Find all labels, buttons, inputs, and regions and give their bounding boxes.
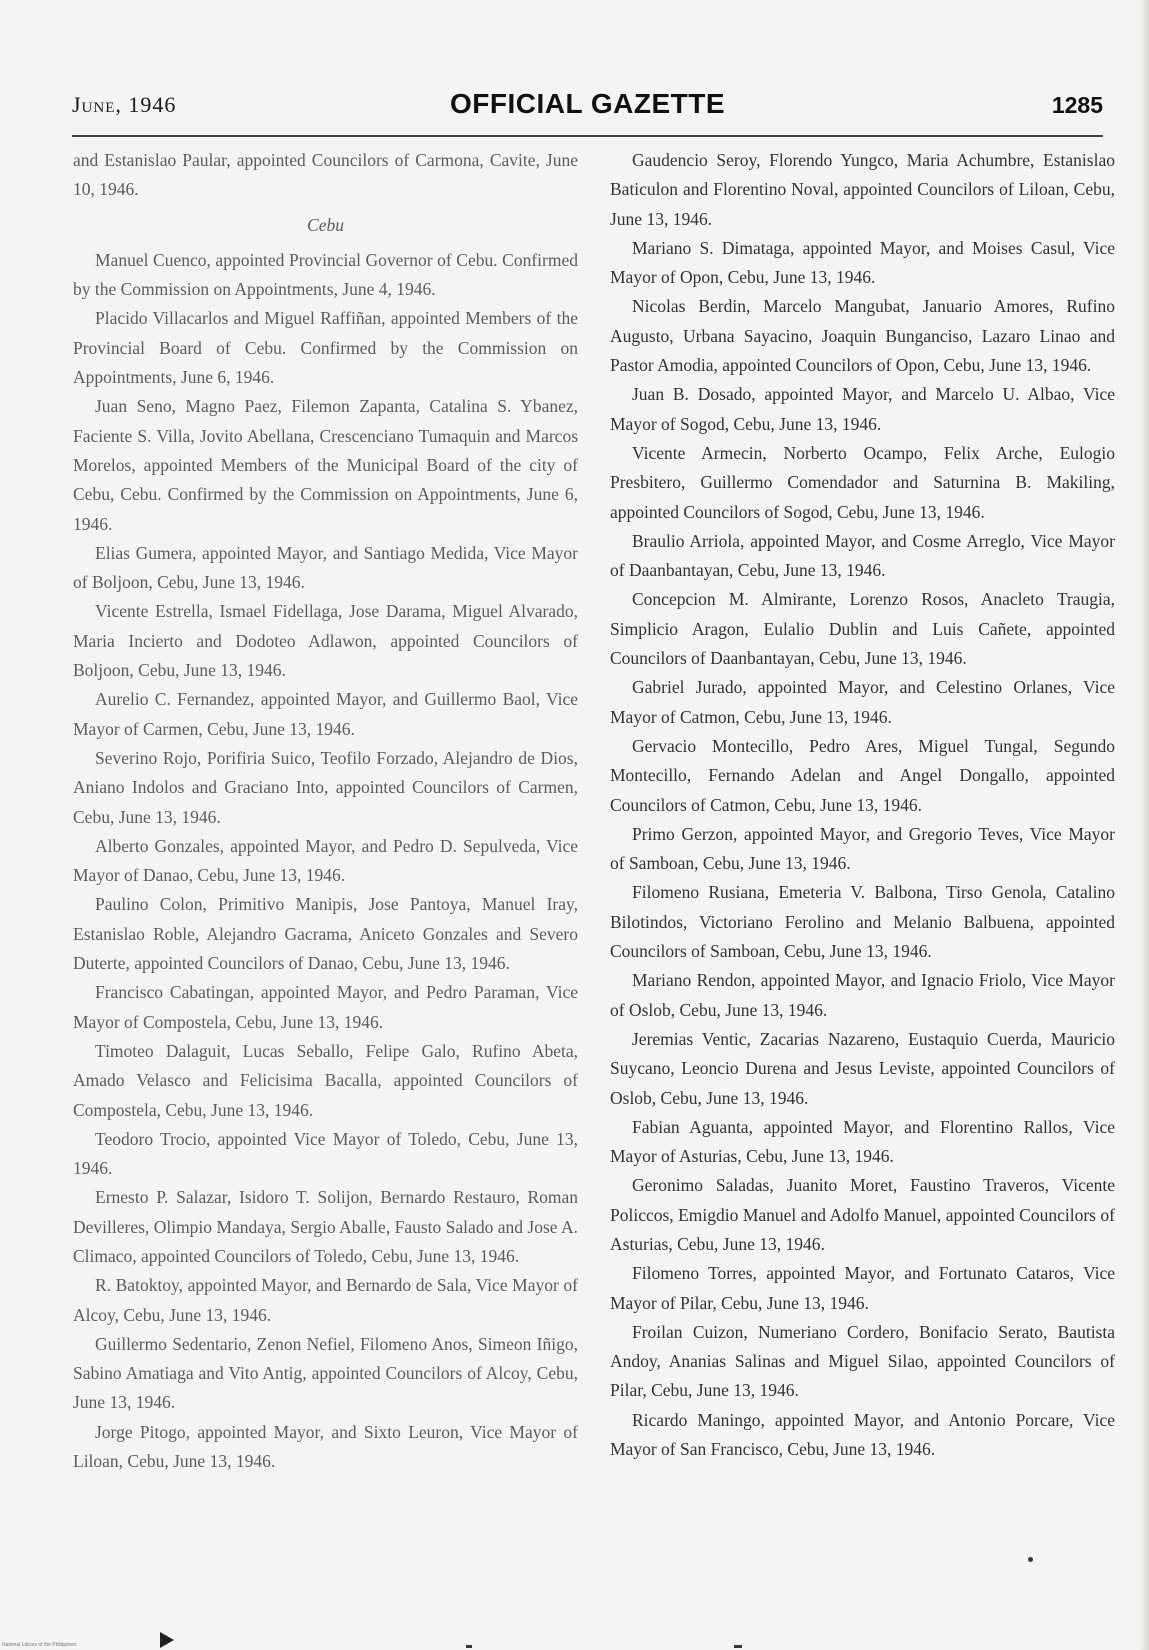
scan-mark <box>734 1645 742 1648</box>
header-date: June, 1946 <box>72 92 177 117</box>
paragraph: Aurelio C. Fernandez, appointed Mayor, and Guillermo Baol, Vice Mayor of Carmen, Cebu, June 13, 1946. <box>73 689 578 739</box>
paragraph: Fabian Aguanta, appointed Mayor, and Florentino Rallos, Vice Mayor of Asturias, Cebu, June 13, 1946. <box>610 1116 1115 1167</box>
paragraph: Teodoro Trocio, appointed Vice Mayor of Toledo, Cebu, June 13, 1946. <box>73 1128 578 1179</box>
paragraph: Severino Rojo, Porifiria Suico, Teofilo Forzado, Alejandro de Dios, Aniano Indolos and Graciano Into, appointed Councilors of Carmen, Cebu, June 13, 1946. <box>73 747 578 827</box>
scan-mark-arrow <box>160 1632 174 1648</box>
paragraph: Concepcion M. Almirante, Lorenzo Rosos, Anacleto Traugia, Simplicio Aragon, Eulalio Dublin and Luis Cañete, appointed Councilors of Daanbantayan, Cebu, June 13, 1946. <box>610 589 1115 669</box>
paragraph: Gervacio Montecillo, Pedro Ares, Miguel Tungal, Segundo Montecillo, Fernando Adelan and Angel Dongallo, appointed Councilors of Catmon, Cebu, June 13, 1946. <box>610 735 1115 815</box>
header-rule <box>72 135 1103 137</box>
province-heading: Cebu <box>307 214 344 235</box>
paragraph: Ricardo Maningo, appointed Mayor, and Antonio Porcare, Vice Mayor of San Francisco, Cebu, June 13, 1946. <box>610 1409 1115 1460</box>
paragraph: Timoteo Dalaguit, Lucas Seballo, Felipe Galo, Rufino Abeta, Amado Velasco and Felicisima Bacalla, appointed Councilors of Compostela, Cebu, June 13, 1946. <box>73 1040 578 1120</box>
paragraph: Placido Villacarlos and Miguel Raffiñan, appointed Members of the Provincial Board of Cebu. Confirmed by the Commission on Appointments, June 6, 1946. <box>73 308 578 388</box>
paragraph: Gaudencio Seroy, Florendo Yungco, Maria Achumbre, Estanislao Baticulon and Florentino Noval, appointed Councilors of Liloan, Cebu, June 13, 1946. <box>610 150 1115 229</box>
paragraph: Guillermo Sedentario, Zenon Nefiel, Filomeno Anos, Simeon Iñigo, Sabino Amatiaga and Vito Antig, appointed Councilors of Alcoy, Cebu, June 13, 1946. <box>73 1333 578 1413</box>
paragraph: Manuel Cuenco, appointed Provincial Governor of Cebu. Confirmed by the Commission on Appointments, June 4, 1946. <box>73 249 578 300</box>
paragraph: Ernesto P. Salazar, Isidoro T. Solijon, Bernardo Restauro, Roman Devilleres, Olimpio Mandaya, Sergio Aballe, Fausto Salado and Jose A. Climaco, appointed Councilors of Toledo, Cebu, June 13, 1946. <box>73 1187 578 1266</box>
scan-credit: National Library of the Philippines <box>2 1642 77 1648</box>
paragraph: Gabriel Jurado, appointed Mayor, and Celestino Orlanes, Vice Mayor of Catmon, Cebu, June 13, 1946. <box>610 677 1115 727</box>
right-column <box>610 146 1115 1464</box>
page-header <box>72 86 1103 130</box>
paragraph: Paulino Colon, Primitivo Manipis, Jose Pantoya, Manuel Iray, Estanislao Roble, Alejandro Gacrama, Aniceto Gonzales and Severo Duterte, appointed Councilors of Danao, Cebu, June 13, 1946. <box>73 894 578 974</box>
scan-mark <box>466 1645 472 1648</box>
page-edge-shadow <box>1139 0 1149 1650</box>
paragraph: Elias Gumera, appointed Mayor, and Santiago Medida, Vice Mayor of Boljoon, Cebu, June 13, 1946. <box>73 542 578 593</box>
paragraph: Nicolas Berdin, Marcelo Mangubat, Januario Amores, Rufino Augusto, Urbana Sayacino, Joaquin Bunganciso, Lazaro Linao and Pastor Amodia, appointed Councilors of Opon, Cebu, June 13, 1946. <box>610 296 1115 376</box>
paragraph: Alberto Gonzales, appointed Mayor, and Pedro D. Sepulveda, Vice Mayor of Danao, Cebu, June 13, 1946. <box>73 835 578 886</box>
scan-mark <box>1028 1557 1033 1562</box>
paragraph: Filomeno Torres, appointed Mayor, and Fortunato Cataros, Vice Mayor of Pilar, Cebu, June 13, 1946. <box>610 1263 1115 1313</box>
paragraph: Froilan Cuizon, Numeriano Cordero, Bonifacio Serato, Bautista Andoy, Ananias Salinas and Miguel Silao, appointed Councilors of Pilar, Cebu, June 13, 1946. <box>610 1321 1115 1401</box>
paragraph: Vicente Estrella, Ismael Fidellaga, Jose Darama, Miguel Alvarado, Maria Incierto and Dodoteo Adlawon, appointed Councilors of Boljoon, Cebu, June 13, 1946. <box>73 601 578 681</box>
paragraph: Juan B. Dosado, appointed Mayor, and Marcelo U. Albao, Vice Mayor of Sogod, Cebu, June 13, 1946. <box>610 384 1115 434</box>
paragraph: Jeremias Ventic, Zacarias Nazareno, Eustaquio Cuerda, Mauricio Suycano, Leoncio Durena and Jesus Leviste, appointed Councilors of Oslob, Cebu, June 13, 1946. <box>610 1028 1115 1108</box>
paragraph: Filomeno Rusiana, Emeteria V. Balbona, Tirso Genola, Catalino Bilotindos, Victoriano Ferolino and Melanio Balbuena, appointed Councilors of Samboan, Cebu, June 13, 1946. <box>610 882 1115 962</box>
paragraph: R. Batoktoy, appointed Mayor, and Bernardo de Sala, Vice Mayor of Alcoy, Cebu, June 13, 1946. <box>73 1275 578 1325</box>
paragraph: Jorge Pitogo, appointed Mayor, and Sixto Leuron, Vice Mayor of Liloan, Cebu, June 13, 1946. <box>73 1421 578 1472</box>
publication-title: OFFICIAL GAZETTE <box>449 88 726 119</box>
page-number: 1285 <box>1051 92 1103 118</box>
paragraph: Geronimo Saladas, Juanito Moret, Faustino Traveros, Vicente Policcos, Emigdio Manuel and Adolfo Manuel, appointed Councilors of Asturias, Cebu, June 13, 1946. <box>610 1175 1115 1254</box>
paragraph: and Estanislao Paular, appointed Councilors of Carmona, Cavite, June 10, 1946. <box>73 150 578 200</box>
paragraph: Primo Gerzon, appointed Mayor, and Gregorio Teves, Vice Mayor of Samboan, Cebu, June 13, 1946. <box>610 823 1115 874</box>
paragraph: Juan Seno, Magno Paez, Filemon Zapanta, Catalina S. Ybanez, Faciente S. Villa, Jovito Abellana, Crescenciano Tumaquin and Marcos Morelos, appointed Members of the Municipal Board of the city of Cebu, Cebu. Confirmed by the Commission on Appointments, June 6, 1946. <box>73 396 578 534</box>
paragraph: Braulio Arriola, appointed Mayor, and Cosme Arreglo, Vice Mayor of Daanbantayan, Cebu, June 13, 1946. <box>610 530 1115 581</box>
paragraph: Mariano Rendon, appointed Mayor, and Ignacio Friolo, Vice Mayor of Oslob, Cebu, June 13, 1946. <box>610 970 1115 1020</box>
left-column <box>73 146 578 1476</box>
paragraph: Francisco Cabatingan, appointed Mayor, and Pedro Paraman, Vice Mayor of Compostela, Cebu, June 13, 1946. <box>73 982 578 1032</box>
paragraph: Vicente Armecin, Norberto Ocampo, Felix Arche, Eulogio Presbitero, Guillermo Comendador and Saturnina B. Makiling, appointed Councilors of Sogod, Cebu, June 13, 1946. <box>610 442 1115 522</box>
paragraph: Mariano S. Dimataga, appointed Mayor, and Moises Casul, Vice Mayor of Opon, Cebu, June 13, 1946. <box>610 237 1115 288</box>
